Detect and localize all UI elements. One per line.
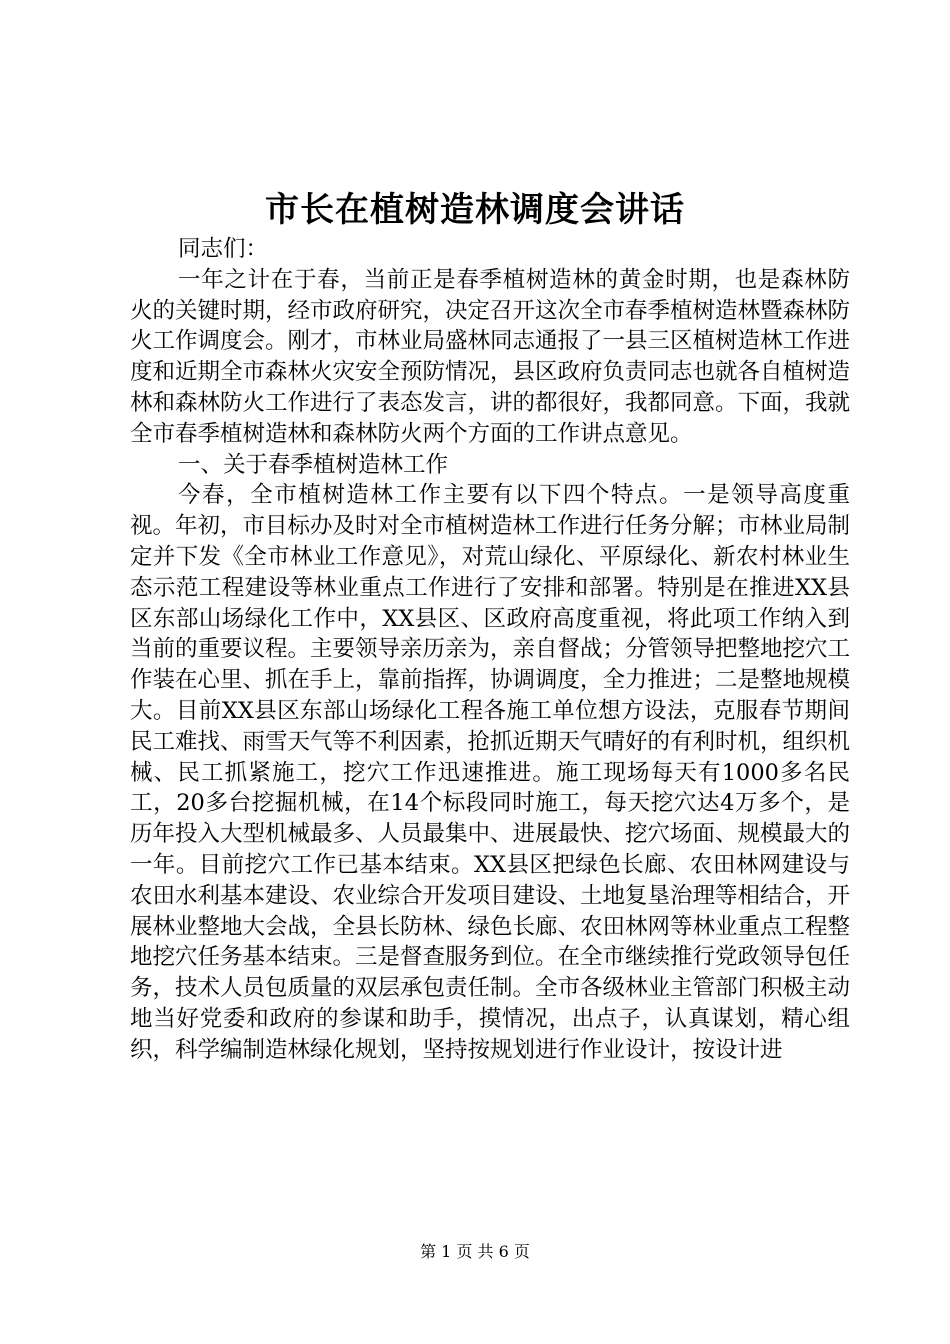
section-heading: 一、关于春季植树造林工作 bbox=[178, 451, 449, 478]
section-paragraph: 今春，全市植树造林工作主要有以下四个特点。一是领导高度重视。年初，市目标办及时对全市植树造林工作进行任务分解；市林业局制定并下发《全市林业工作意见》，对荒山绿化、平原绿化、新农村林业生态示范工程建设等林业重点工作进行了安排和部署。特别是在推进XX县区东部山场绿化工作中，XX县区、区政府高度重视，将此项工作纳入到当前的重要议程。主要领导亲历亲为，亲自督战；分管领导把整地挖穴工作装在心里、抓在手上，靠前指挥，协调调度，全力推进；二是整地规模大。目前XX县区东部山场绿化工程各施工单位想方设法，克服春节期间民工难找、雨雪天气等不利因素，抢抓近期天气晴好的有利时机，组织机械、民工抓紧施工，挖穴工作迅速推进。施工现场每天有1000多名民工，20多台挖掘机械，在14个标段同时施工，每天挖穴达4万多个，是历年投入大型机械最多、人员最集中、进展最快、挖穴场面、规模最大的一年。目前挖穴工作已基本结束。XX县区把绿色长廊、农田林网建设与农田水利基本建设、农业综合开发项目建设、土地复垦治理等相结合，开展林业整地大会战，全县长防林、绿色长廊、农田林网等林业重点工程整地挖穴任务基本结束。三是督查服务到位。在全市继续推行党政领导包任务，技术人员包质量的双层承包责任制。全市各级林业主管部门积极主动地当好党委和政府的参谋和助手，摸情况，出点子，认真谋划，精心组织，科学编制造林绿化规划，坚持按规划进行作业设计，按设计进 bbox=[130, 482, 851, 1063]
salutation-paragraph: 同志们： bbox=[178, 236, 269, 262]
page-footer: 第 1 页 共 6 页 bbox=[420, 1242, 530, 1261]
intro-paragraph: 一年之计在于春，当前正是春季植树造林的黄金时期，也是森林防火的关键时期，经市政府研究，决定召开这次全市春季植树造林暨森林防火工作调度会。刚才，市林业局盛林同志通报了一县三区植树造林工作进度和近期全市森林火灾安全预防情况，县区政府负责同志也就各自植树造林和森林防火工作进行了表态发言，讲的都很好，我都同意。下面，我就全市春季植树造林和森林防火两个方面的工作讲点意见。 bbox=[130, 266, 851, 447]
document-body bbox=[130, 234, 850, 1066]
document-title: 市长在植树造林调度会讲话 bbox=[265, 190, 685, 230]
